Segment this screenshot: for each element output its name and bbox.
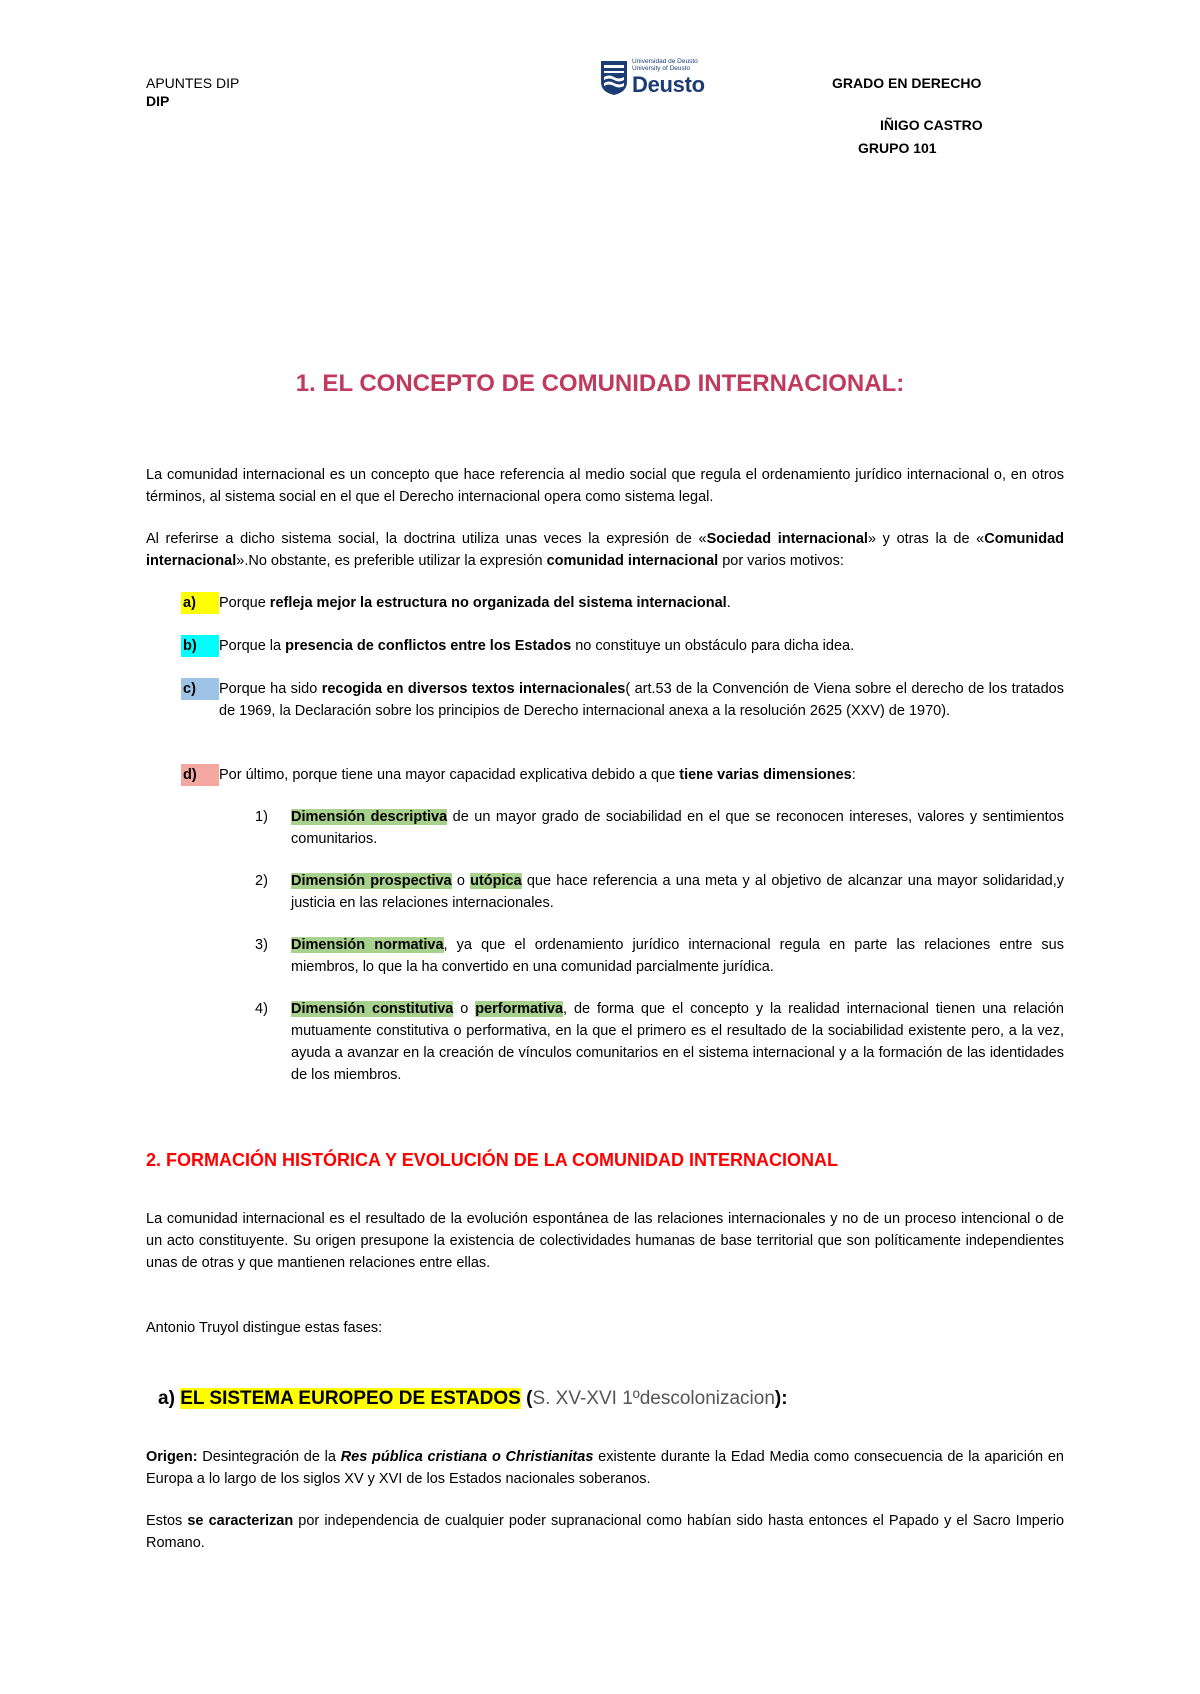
- item-text: Porque ha sido: [219, 681, 322, 697]
- characteristics-paragraph: [146, 1510, 1064, 1554]
- para2-text: Al referirse a dicho sistema social, la doctrina utiliza unas veces la expresión de «: [146, 531, 707, 547]
- dimension-title-alt: utópica: [470, 873, 522, 889]
- section2-para1: La comunidad internacional es el resultado de la evolución espontánea de las relaciones internacionales y no de un proceso intencional o de un acto constituyente. Su origen presupone la existencia de colectividades humanas de base territorial que son políticamente independientes unas de otras y que mantienen relaciones entre ellas.: [146, 1211, 1064, 1271]
- dimension-text: , ya que el ordenamiento jurídico internacional regula en parte las relaciones entre sus miembros, lo que la ha convertido en una comunidad parcialmente jurídica.: [291, 937, 1064, 975]
- para2-bold: Comunidad internacional: [146, 531, 1064, 569]
- para2-bold: Sociedad internacional: [706, 531, 868, 547]
- dimension-number: 4): [255, 1001, 268, 1017]
- char-text: por independencia de cualquier poder supranacional como habían sido hasta entonces el Papado y el Sacro Imperio Romano.: [146, 1513, 1065, 1551]
- dimension-number: 2): [255, 873, 268, 889]
- list-item: [181, 635, 1064, 657]
- phase-paren: ):: [774, 1388, 788, 1409]
- dimension-item: [255, 806, 1064, 850]
- origin-paragraph: [146, 1446, 1064, 1490]
- phase-period: S. XV-XVI 1ºdescolonizacion: [532, 1388, 775, 1409]
- dimension-number: 3): [255, 937, 268, 953]
- section1-title: 1. EL CONCEPTO DE COMUNIDAD INTERNACIONAL:: [295, 370, 905, 397]
- dimension-title-alt: performativa: [475, 1001, 564, 1017]
- item-text: no constituye un obstáculo para dicha idea.: [571, 638, 855, 654]
- dimension-title: Dimensión constitutiva: [291, 1001, 454, 1017]
- para2-bold: comunidad internacional: [546, 553, 719, 569]
- deusto-shield-icon: [600, 60, 628, 96]
- item-text: :: [851, 767, 856, 783]
- list-item: [181, 764, 1064, 786]
- para2-text: por varios motivos:: [718, 553, 844, 569]
- dimension-title: Dimensión normativa: [291, 937, 444, 953]
- list-item: [181, 592, 1064, 614]
- phase-paren: (: [520, 1388, 533, 1409]
- dimension-title: Dimensión descriptiva: [291, 809, 448, 825]
- item-label: a): [181, 592, 219, 614]
- dimension-text: que hace referencia a una meta y al objetivo de alcanzar una mayor solidaridad,y justicia en las relaciones internacionales.: [291, 873, 1064, 911]
- dimension-item: [255, 870, 1064, 914]
- item-bold: recogida en diversos textos internacionales: [321, 681, 626, 697]
- item-bold: refleja mejor la estructura no organizada del sistema internacional: [269, 595, 727, 611]
- char-text: Estos: [146, 1513, 188, 1529]
- item-text: Por último, porque tiene una mayor capacidad explicativa debido a que: [219, 767, 680, 783]
- item-bold: presencia de conflictos entre los Estados: [285, 638, 572, 654]
- logo-line-en: University of Deusto: [632, 65, 691, 72]
- section1-para1: La comunidad internacional es un concepto que hace referencia al medio social que regula el ordenamiento jurídico internacional o, en otros términos, al sistema social en el que el Derecho internacional opera como sistema legal.: [146, 467, 1064, 505]
- item-text: ( art.53 de la Convención de Viena sobre el derecho de los tratados de 1969, la Declaración sobre los principios de Derecho internacional anexa a la resolución 2625 (XXV) de 1970).: [219, 681, 1064, 719]
- phase-title: EL SISTEMA EUROPEO DE ESTADOS: [180, 1388, 521, 1409]
- group-label: GRUPO 101: [858, 140, 937, 156]
- origin-text: Desintegración de la: [197, 1449, 341, 1465]
- phase-label: a): [158, 1388, 181, 1409]
- degree-label: GRADO EN DERECHO: [832, 75, 982, 91]
- origin-text: existente durante la Edad Media como consecuencia de la aparición en Europa a lo largo de los siglos XV y XVI de los Estados nacionales soberanos.: [146, 1449, 1064, 1487]
- phase-a-heading: [158, 1388, 788, 1410]
- dimension-item: [255, 998, 1064, 1086]
- item-text: Porque: [219, 595, 270, 611]
- logo-university-text: [632, 58, 698, 72]
- dimension-conj: o: [453, 1001, 476, 1017]
- deusto-logo: [600, 58, 710, 102]
- section2-para2: Antonio Truyol distingue estas fases:: [146, 1320, 383, 1336]
- item-bold: tiene varias dimensiones: [679, 767, 852, 783]
- dimension-title: Dimensión prospectiva: [291, 873, 452, 889]
- section2-title: 2. FORMACIÓN HISTÓRICA Y EVOLUCIÓN DE LA COMUNIDAD INTERNACIONAL: [146, 1150, 839, 1170]
- para2-text: ».No obstante, es preferible utilizar la expresión: [236, 553, 547, 569]
- dimension-text: de un mayor grado de sociabilidad en el que se reconocen intereses, valores y sentimientos comunitarios.: [291, 809, 1064, 847]
- char-bold: se caracterizan: [187, 1513, 294, 1529]
- course-label: APUNTES DIP: [146, 75, 240, 91]
- course-code: DIP: [146, 93, 170, 109]
- item-label: b): [181, 635, 219, 657]
- author-name: IÑIGO CASTRO: [880, 117, 983, 133]
- para2-text: » y otras la de «: [867, 531, 985, 547]
- list-item: [181, 678, 1064, 722]
- section1-para2: [146, 528, 1064, 572]
- origin-italic: Res pública cristiana o Christianitas: [340, 1449, 594, 1465]
- dimension-number: 1): [255, 809, 268, 825]
- logo-name: Deusto: [632, 72, 705, 97]
- dimension-item: [255, 934, 1064, 978]
- dimension-conj: o: [451, 873, 471, 889]
- item-label: c): [181, 678, 219, 700]
- logo-line-es: Universidad de Deusto: [632, 58, 698, 65]
- item-text: .: [726, 595, 731, 611]
- header-left: [146, 74, 239, 110]
- item-text: Porque la: [219, 638, 286, 654]
- origin-label: Origen:: [146, 1449, 198, 1465]
- item-label: d): [181, 764, 219, 786]
- dimension-text: , de forma que el concepto y la realidad internacional tienen una relación mutuamente constitutiva o performativa, en la que el primero es el resultado de la sociabilidad existente pero, a la vez, ayuda a avanzar en la creación de vínculos comunitarios en el sistema internacional y a la formación de las identidades de los miembros.: [291, 1001, 1064, 1083]
